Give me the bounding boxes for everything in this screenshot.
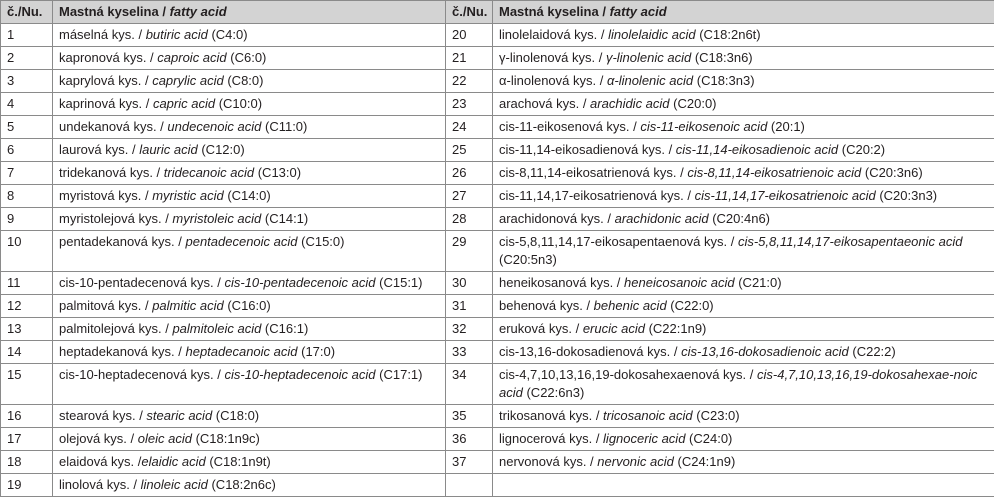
- row-number: 30: [446, 272, 493, 295]
- row-number: 31: [446, 295, 493, 318]
- row-number: 35: [446, 405, 493, 428]
- acid-code: (C8:0): [223, 73, 264, 88]
- acid-name-en: tricosanoic acid: [603, 408, 693, 423]
- acid-code: (C18:1n9c): [191, 431, 260, 446]
- header-num-left: č./Nu.: [1, 1, 53, 24]
- acid-code: (C20:2): [838, 142, 886, 157]
- row-number: 18: [1, 451, 53, 474]
- acid-name-en: arachidic acid: [590, 96, 670, 111]
- acid-name-en: cis-5,8,11,14,17-eikosapentaeonic acid: [737, 234, 963, 249]
- row-number: 4: [1, 93, 53, 116]
- acid-code: (C15:0): [297, 234, 345, 249]
- acid-name-cz: lignocerová kys. /: [499, 431, 604, 446]
- acid-name-cz: cis-10-heptadecenová kys. /: [59, 367, 225, 382]
- acid-name-en: arachidonic acid: [614, 211, 709, 226]
- acid-name-cell: [493, 272, 994, 295]
- row-number: 37: [446, 451, 493, 474]
- row-number: 23: [446, 93, 493, 116]
- acid-code: (C18:3n3): [693, 73, 755, 88]
- row-number: 11: [1, 272, 53, 295]
- acid-name-cz: pentadekanová kys. /: [59, 234, 186, 249]
- row-number: 21: [446, 47, 493, 70]
- acid-name-en: cis-4,7,10,13,16,19-dokosahexae-noic acid: [499, 367, 978, 400]
- acid-name-cell: [493, 70, 994, 93]
- table-row: [1, 47, 994, 70]
- acid-name-cell: [53, 139, 446, 162]
- acid-code: (C20:3n3): [875, 188, 938, 203]
- acid-name-en: linolelaidic acid: [608, 27, 696, 42]
- acid-name-cz: palmitová kys. /: [59, 298, 153, 313]
- row-number: [446, 474, 493, 497]
- row-number: 15: [1, 364, 53, 405]
- acid-name-cell: [53, 24, 446, 47]
- acid-name-cell: [493, 405, 994, 428]
- header-num-right: č./Nu.: [446, 1, 493, 24]
- acid-name-en: erucic acid: [582, 321, 645, 336]
- header-acid-cz: Mastná kyselina /: [59, 4, 170, 19]
- row-number: 36: [446, 428, 493, 451]
- table-row: [1, 272, 994, 295]
- acid-name-en: lauric acid: [139, 142, 198, 157]
- table-row: [1, 208, 994, 231]
- table-row: [1, 405, 994, 428]
- acid-name-en: linoleic acid: [140, 477, 208, 492]
- acid-name-cell: [53, 295, 446, 318]
- row-number: 10: [1, 231, 53, 272]
- acid-name-cell: [493, 24, 994, 47]
- table-row: [1, 428, 994, 451]
- acid-name-cz: linolelaidová kys. /: [499, 27, 609, 42]
- acid-name-cz: undekanová kys. /: [59, 119, 168, 134]
- acid-name-en: pentadecenoic acid: [185, 234, 298, 249]
- acid-name-cell: [53, 47, 446, 70]
- row-number: 1: [1, 24, 53, 47]
- header-acid-left: [53, 1, 446, 24]
- acid-name-cz: eruková kys. /: [499, 321, 583, 336]
- acid-code: (C11:0): [261, 119, 308, 134]
- row-number: 13: [1, 318, 53, 341]
- acid-name-en: palmitoleic acid: [172, 321, 262, 336]
- acid-name-en: caprylic acid: [152, 73, 224, 88]
- acid-name-cell: [53, 162, 446, 185]
- table-row: [1, 231, 994, 272]
- acid-code: (C16:1): [261, 321, 309, 336]
- acid-code: (C18:2n6t): [695, 27, 761, 42]
- acid-code: (C18:1n9t): [205, 454, 271, 469]
- header-acid-en: fatty acid: [609, 4, 667, 19]
- row-number: 26: [446, 162, 493, 185]
- acid-code: (C18:0): [212, 408, 260, 423]
- acid-code: (C23:0): [692, 408, 740, 423]
- acid-name-cell: [53, 231, 446, 272]
- row-number: 9: [1, 208, 53, 231]
- header-acid-en: fatty acid: [169, 4, 227, 19]
- acid-code: (C22:0): [666, 298, 714, 313]
- acid-name-en: cis-8,11,14-eikosatrienoic acid: [687, 165, 862, 180]
- acid-name-en: heptadecanoic acid: [185, 344, 298, 359]
- acid-name-cz: linolová kys. /: [59, 477, 141, 492]
- acid-code: (C20:4n6): [708, 211, 770, 226]
- acid-name-cz: cis-5,8,11,14,17-eikosapentaenová kys. /: [499, 234, 738, 249]
- row-number: 17: [1, 428, 53, 451]
- acid-name-en: cis-10-pentadecenoic acid: [224, 275, 376, 290]
- header-acid-cz: Mastná kyselina /: [499, 4, 610, 19]
- acid-name-cz: kapronová kys. /: [59, 50, 158, 65]
- acid-name-en: lignoceric acid: [603, 431, 686, 446]
- acid-name-cz: heneikosanová kys. /: [499, 275, 625, 290]
- table-row: [1, 474, 994, 497]
- acid-name-cz: cis-13,16-dokosadienová kys. /: [499, 344, 682, 359]
- acid-name-cell: [53, 405, 446, 428]
- table-row: [1, 185, 994, 208]
- row-number: 22: [446, 70, 493, 93]
- table-row: [1, 70, 994, 93]
- acid-code: (C13:0): [254, 165, 302, 180]
- acid-name-en: α-linolenic acid: [606, 73, 694, 88]
- acid-name-en: nervonic acid: [597, 454, 674, 469]
- acid-code: (C12:0): [197, 142, 245, 157]
- row-number: 29: [446, 231, 493, 272]
- row-number: 3: [1, 70, 53, 93]
- acid-name-cz: cis-11,14-eikosadienová kys. /: [499, 142, 676, 157]
- acid-name-en: tridecanoic acid: [163, 165, 255, 180]
- acid-name-cell: [493, 116, 994, 139]
- acid-name-en: γ-linolenic acid: [605, 50, 692, 65]
- acid-code: (C4:0): [207, 27, 248, 42]
- acid-code: (C18:3n6): [691, 50, 753, 65]
- acid-name-en: capric acid: [152, 96, 216, 111]
- acid-name-cz: olejová kys. /: [59, 431, 138, 446]
- table-row: [1, 24, 994, 47]
- acid-name-cell: [53, 208, 446, 231]
- acid-name-en: elaidic acid: [141, 454, 206, 469]
- acid-name-cell: [53, 70, 446, 93]
- acid-name-cz: cis-8,11,14-eikosatrienová kys. /: [499, 165, 688, 180]
- acid-code: (C18:2n6c): [207, 477, 276, 492]
- row-number: 33: [446, 341, 493, 364]
- acid-name-cell: [53, 272, 446, 295]
- row-number: 5: [1, 116, 53, 139]
- acid-name-cz: laurová kys. /: [59, 142, 140, 157]
- acid-name-en: cis-11-eikosenoic acid: [640, 119, 768, 134]
- acid-name-cz: tridekanová kys. /: [59, 165, 164, 180]
- acid-name-cz: cis-10-pentadecenová kys. /: [59, 275, 225, 290]
- table-row: [1, 364, 994, 405]
- acid-name-en: cis-11,14,17-eikosatrienoic acid: [694, 188, 876, 203]
- acid-name-cz: arachová kys. /: [499, 96, 591, 111]
- header-row: [1, 1, 994, 24]
- row-number: 6: [1, 139, 53, 162]
- acid-name-cz: behenová kys. /: [499, 298, 594, 313]
- acid-name-cz: arachidonová kys. /: [499, 211, 615, 226]
- acid-name-cell: [493, 451, 994, 474]
- acid-name-cell: [53, 451, 446, 474]
- row-number: 2: [1, 47, 53, 70]
- acid-code: (C17:1): [375, 367, 423, 382]
- row-number: 14: [1, 341, 53, 364]
- acid-code: (C6:0): [226, 50, 267, 65]
- acid-name-cell: [493, 93, 994, 116]
- acid-name-cell: [493, 364, 994, 405]
- acid-name-en: behenic acid: [593, 298, 667, 313]
- header-acid-right: [493, 1, 994, 24]
- acid-name-cz: nervonová kys. /: [499, 454, 598, 469]
- acid-code: (C15:1): [375, 275, 423, 290]
- acid-name-cz: γ-linolenová kys. /: [499, 50, 606, 65]
- table-row: [1, 116, 994, 139]
- acid-name-cell: [53, 93, 446, 116]
- acid-code: (C24:1n9): [673, 454, 736, 469]
- acid-name-en: butiric acid: [145, 27, 208, 42]
- acid-name-cell: [493, 341, 994, 364]
- acid-code: (C14:0): [223, 188, 271, 203]
- acid-name-cell: [493, 185, 994, 208]
- acid-name-cell: [53, 474, 446, 497]
- acid-name-cell: [53, 318, 446, 341]
- acid-name-en: cis-13,16-dokosadienoic acid: [681, 344, 849, 359]
- acid-name-cz: myristová kys. /: [59, 188, 153, 203]
- acid-name-en: oleic acid: [137, 431, 192, 446]
- acid-name-en: heneicosanoic acid: [624, 275, 735, 290]
- acid-name-en: myristoleic acid: [172, 211, 262, 226]
- acid-name-cell: [493, 231, 994, 272]
- table-row: [1, 341, 994, 364]
- row-number: 20: [446, 24, 493, 47]
- acid-code: (C14:1): [261, 211, 309, 226]
- acid-name-cell: [493, 295, 994, 318]
- acid-code: (C21:0): [734, 275, 782, 290]
- row-number: 7: [1, 162, 53, 185]
- row-number: 27: [446, 185, 493, 208]
- acid-name-cell: [493, 318, 994, 341]
- acid-name-cell: [493, 47, 994, 70]
- table-row: [1, 318, 994, 341]
- acid-name-cz: máselná kys. /: [59, 27, 146, 42]
- row-number: 25: [446, 139, 493, 162]
- acid-code: (C20:3n6): [861, 165, 923, 180]
- acid-name-cz: cis-11-eikosenová kys. /: [499, 119, 641, 134]
- row-number: 12: [1, 295, 53, 318]
- acid-code: (C10:0): [215, 96, 263, 111]
- acid-name-cz: cis-4,7,10,13,16,19-dokosahexaenová kys. /: [499, 367, 757, 382]
- acid-name-cell: [53, 116, 446, 139]
- row-number: 24: [446, 116, 493, 139]
- acid-code: (C24:0): [685, 431, 733, 446]
- acid-name-cz: cis-11,14,17-eikosatrienová kys. /: [499, 188, 695, 203]
- acid-name-cell: [53, 364, 446, 405]
- row-number: 34: [446, 364, 493, 405]
- acid-name-cell: [493, 428, 994, 451]
- acid-name-cz: trikosanová kys. /: [499, 408, 604, 423]
- row-number: 32: [446, 318, 493, 341]
- acid-name-cell: [53, 428, 446, 451]
- acid-code: (C16:0): [223, 298, 271, 313]
- acid-name-cell: [493, 474, 994, 497]
- row-number: 16: [1, 405, 53, 428]
- acid-name-cz: stearová kys. /: [59, 408, 147, 423]
- acid-name-en: myristic acid: [152, 188, 224, 203]
- acid-code: (C20:0): [669, 96, 717, 111]
- acid-name-cell: [53, 341, 446, 364]
- row-number: 8: [1, 185, 53, 208]
- acid-name-cz: kaprylová kys. /: [59, 73, 153, 88]
- acid-name-cell: [493, 162, 994, 185]
- acid-name-en: caproic acid: [157, 50, 227, 65]
- acid-name-en: undecenoic acid: [167, 119, 262, 134]
- acid-name-cz: palmitolejová kys. /: [59, 321, 173, 336]
- acid-name-cz: elaidová kys. /: [59, 454, 142, 469]
- acid-code: (17:0): [297, 344, 336, 359]
- acid-name-cell: [493, 139, 994, 162]
- row-number: 28: [446, 208, 493, 231]
- acid-name-cz: α-linolenová kys. /: [499, 73, 607, 88]
- acid-code: (20:1): [767, 119, 805, 134]
- table-row: [1, 93, 994, 116]
- table-row: [1, 139, 994, 162]
- row-number: 19: [1, 474, 53, 497]
- table-row: [1, 295, 994, 318]
- acid-name-en: cis-10-heptadecenoic acid: [224, 367, 376, 382]
- acid-name-en: stearic acid: [146, 408, 213, 423]
- acid-name-en: cis-11,14-eikosadienoic acid: [675, 142, 839, 157]
- acid-name-cz: kaprinová kys. /: [59, 96, 153, 111]
- table-row: [1, 162, 994, 185]
- acid-name-cell: [53, 185, 446, 208]
- acid-name-en: palmitic acid: [152, 298, 224, 313]
- table-row: [1, 451, 994, 474]
- acid-code: (C22:2): [848, 344, 896, 359]
- acid-name-cz: myristolejová kys. /: [59, 211, 173, 226]
- acid-code: (C20:5n3): [499, 252, 557, 267]
- acid-name-cell: [493, 208, 994, 231]
- acid-name-cz: heptadekanová kys. /: [59, 344, 186, 359]
- acid-code: (C22:6n3): [522, 385, 585, 400]
- acid-code: (C22:1n9): [644, 321, 707, 336]
